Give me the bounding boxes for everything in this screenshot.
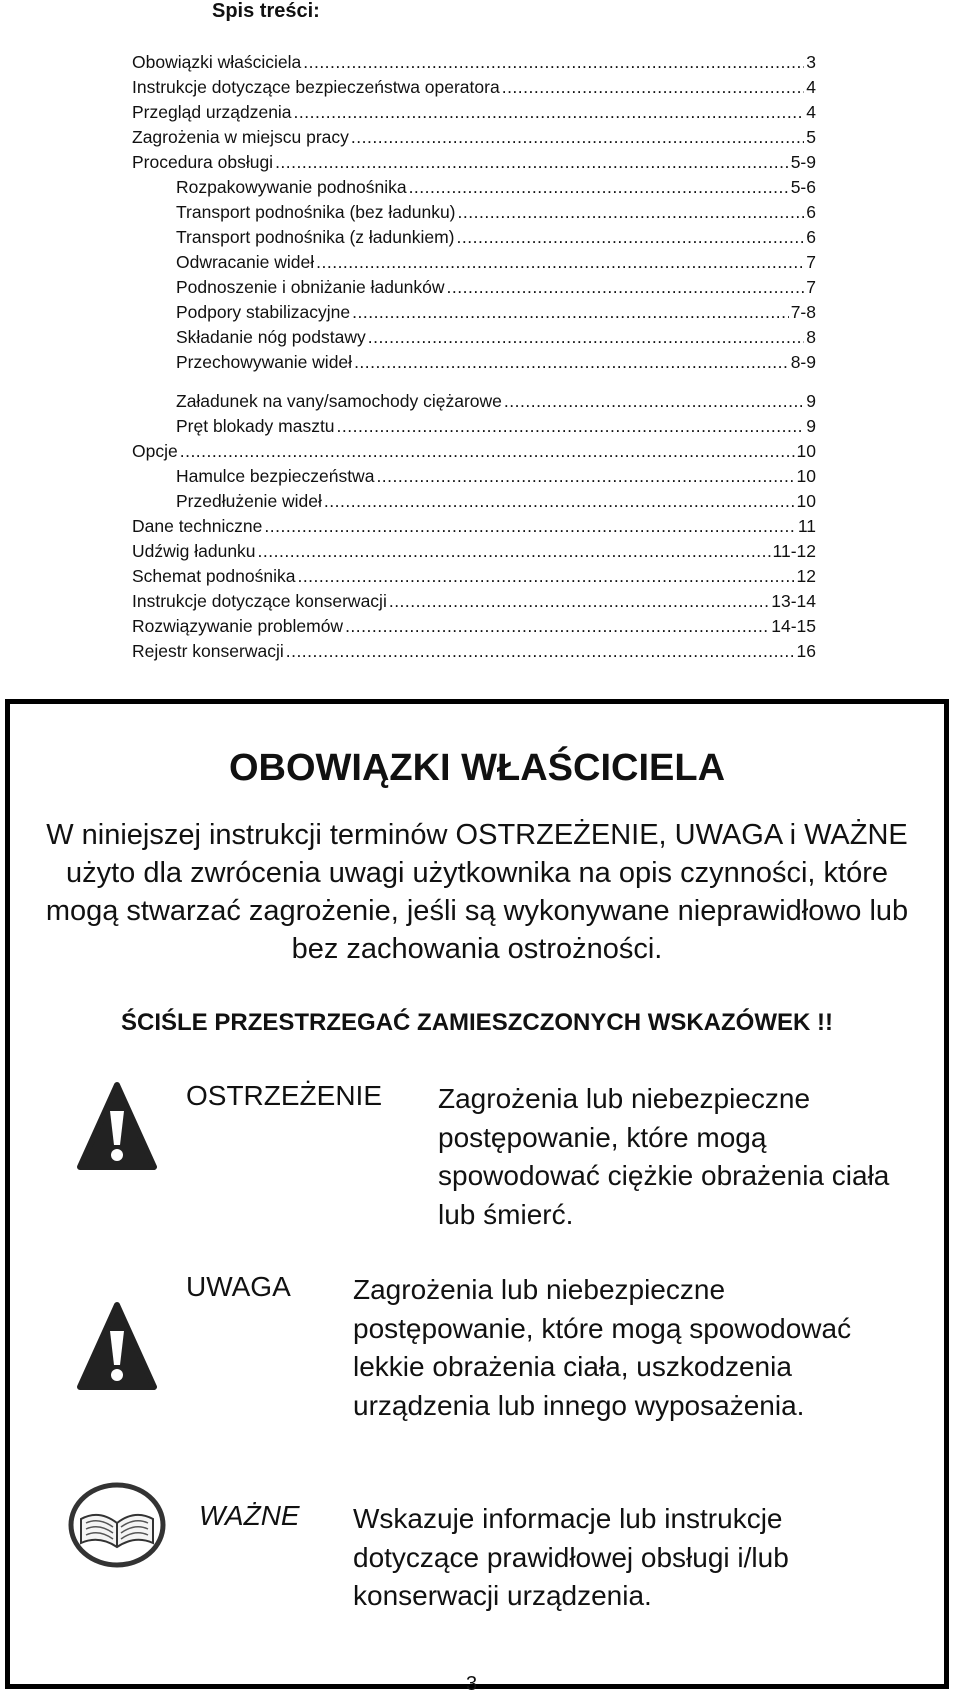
toc-title: Spis treści: bbox=[212, 0, 320, 22]
important-term: WAŻNE bbox=[199, 1500, 300, 1531]
toc-entry[interactable]: Procedura obsługi ..... 5-9 bbox=[132, 146, 816, 172]
toc-entry[interactable]: Dane techniczne ..... 11 bbox=[132, 510, 816, 536]
caution-description: Zagrożenia lub niebezpieczne postępowanie, które mogą spowodować lekkie obrażenia ciała, uszkodzenia urządzenia lub innego wyposażenia. bbox=[353, 1274, 852, 1421]
toc-entry[interactable]: Rozpakowywanie podnośnika ..... 5-6 bbox=[176, 171, 816, 197]
important-description: Wskazuje informacje lub instrukcje dotyczące prawidłowej obsługi i/lub konserwacji urządzenia. bbox=[353, 1503, 789, 1611]
caution-term: UWAGA bbox=[186, 1271, 291, 1302]
toc-entry[interactable]: Schemat podnośnika ..... 12 bbox=[132, 560, 816, 586]
toc-entry[interactable]: Hamulce bezpieczeństwa ..... 10 bbox=[176, 460, 816, 486]
strict-notice: ŚCIŚLE PRZESTRZEGAĆ ZAMIESZCZONYCH WSKAZÓWEK !! bbox=[121, 1009, 833, 1036]
toc-entry[interactable]: Zagrożenia w miejscu pracy ..... 5 bbox=[132, 121, 816, 147]
toc-entry[interactable]: Transport podnośnika (bez ładunku) ..... 6 bbox=[176, 196, 816, 222]
toc-entry[interactable]: Przedłużenie wideł ..... 10 bbox=[176, 485, 816, 511]
warning-description: Zagrożenia lub niebezpieczne postępowanie, które mogą spowodować ciężkie obrażenia ciała lub śmierć. bbox=[438, 1083, 890, 1230]
intro-paragraph: W niniejszej instrukcji terminów OSTRZEŻENIE, UWAGA i WAŻNE użyto dla zwrócenia uwagi użytkownika na opis czynności, które mogą stwarzać zagrożenie, jeśli są wykonywane nieprawidłowo lub bez zachowania ostrożności. bbox=[45, 819, 909, 965]
toc-entry[interactable]: Rejestr konserwacji ..... 16 bbox=[132, 635, 816, 661]
section-heading: OBOWIĄZKI WŁAŚCICIELA bbox=[228, 747, 726, 789]
toc-entry[interactable]: Odwracanie wideł ..... 7 bbox=[176, 246, 816, 272]
toc-entry[interactable]: Instrukcje dotyczące konserwacji ..... 13-14 bbox=[132, 585, 816, 611]
warning-triangle-icon bbox=[77, 1081, 157, 1173]
toc-entry[interactable]: Instrukcje dotyczące bezpieczeństwa operatora ..... 4 bbox=[132, 71, 816, 97]
toc-entry[interactable]: Podnoszenie i obniżanie ładunków ..... 7 bbox=[176, 271, 816, 297]
toc-entry[interactable]: Rozwiązywanie problemów ..... 14-15 bbox=[132, 610, 816, 636]
toc-entry[interactable]: Przegląd urządzenia ..... 4 bbox=[132, 96, 816, 122]
owner-responsibilities-box bbox=[5, 699, 949, 1689]
toc-entry[interactable]: Pręt blokady masztu ..... 9 bbox=[176, 410, 816, 436]
toc-entry[interactable]: Udźwig ładunku ..... 11-12 bbox=[132, 535, 816, 561]
toc-entry[interactable]: Składanie nóg podstawy ..... 8 bbox=[176, 321, 816, 347]
page-number: 3 bbox=[466, 1673, 478, 1695]
warning-triangle-icon bbox=[77, 1301, 157, 1393]
warning-term: OSTRZEŻENIE bbox=[186, 1080, 383, 1111]
toc-entry[interactable]: Transport podnośnika (z ładunkiem) ..... 6 bbox=[176, 221, 816, 247]
toc-entry[interactable]: Podpory stabilizacyjne ..... 7-8 bbox=[176, 296, 816, 322]
toc-entry[interactable]: Obowiązki właściciela ..... 3 bbox=[132, 46, 816, 72]
open-book-icon bbox=[67, 1481, 167, 1569]
toc-entry[interactable]: Przechowywanie wideł ..... 8-9 bbox=[176, 346, 816, 372]
toc-entry[interactable]: Załadunek na vany/samochody ciężarowe ..... 9 bbox=[176, 385, 816, 411]
toc-entry[interactable]: Opcje ..... 10 bbox=[132, 435, 816, 461]
